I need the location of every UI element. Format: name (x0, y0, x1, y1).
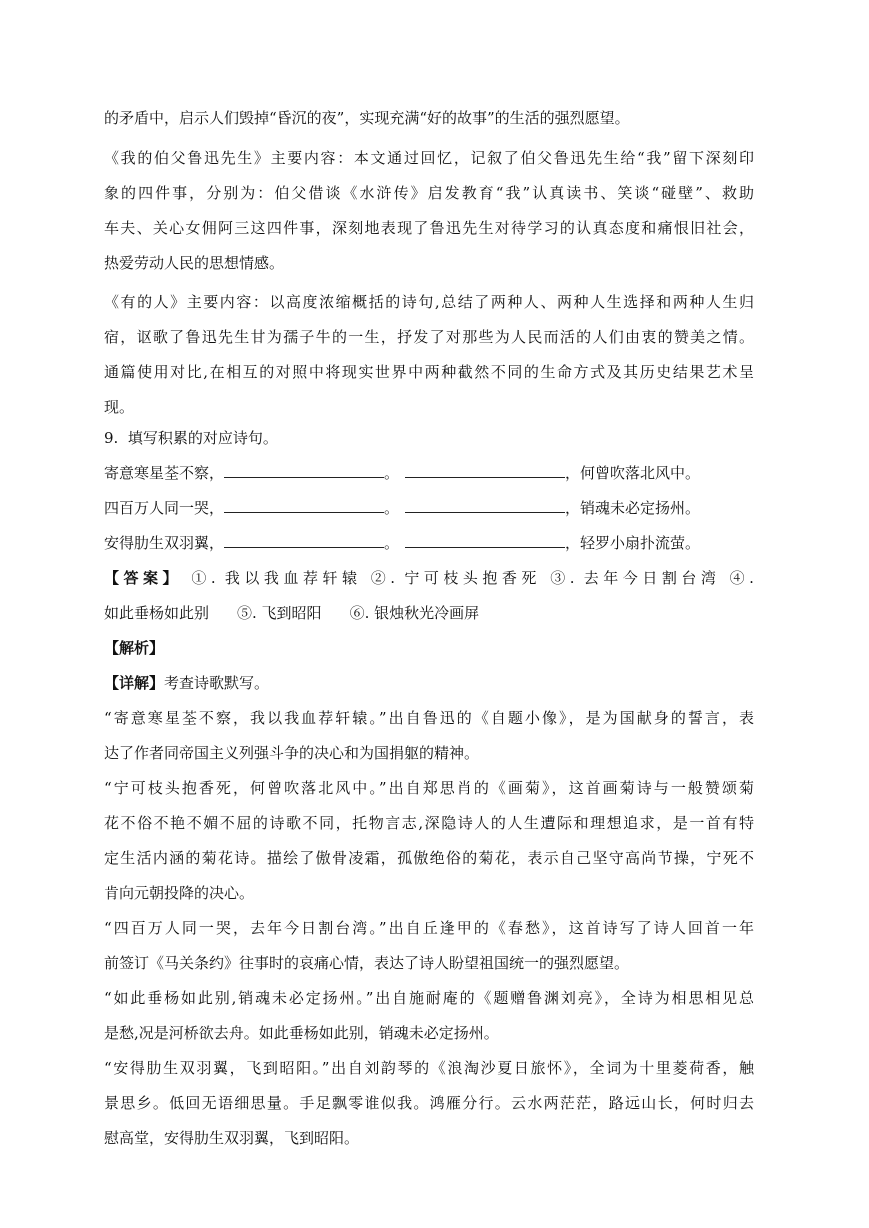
question-number: 9. (104, 429, 119, 447)
text-line: 定生活内涵的菊花诗。描绘了傲骨凌霜，孤傲绝俗的菊花，表示自己坚守高尚节操，宁死不 (104, 849, 754, 867)
text-line: 花不俗不艳不媚不屈的诗歌不同，托物言志,深隐诗人的人生遭际和理想追求，是一首有特 (104, 814, 754, 832)
text-line: 宿，讴歌了鲁迅先生甘为孺子牛的一生，抒发了对那些为人民而活的人们由衷的赞美之情。 (104, 328, 754, 346)
text-line: 《我的伯父鲁迅先生》主要内容：本文通过回忆，记叙了伯父鲁迅先生给“我”留下深刻印 (104, 149, 754, 167)
answer-line: 如此垂杨如此别 ⑤. 飞到昭阳 ⑥. 银烛秋光冷画屏 (104, 604, 480, 622)
answer-blank (405, 463, 565, 478)
answer-blank (224, 498, 384, 513)
answer-line: 【答案】 ①. 我以我血荐轩辕 ②. 宁可枝头抱香死 ③. 去年今日割台湾 ④. (104, 569, 754, 587)
fill-item: 四百万人同一哭， 。 ，销魂未必定扬州。 (104, 499, 701, 517)
text-line: 《有的人》主要内容：以高度浓缩概括的诗句,总结了两种人、两种人生选择和两种人生归 (104, 293, 754, 311)
text-line: 肯向元朝投降的决心。 (104, 884, 255, 902)
text-line: 是愁,况是河桥欲去舟。如此垂杨如此别，销魂未必定扬州。 (104, 1024, 499, 1042)
question-prompt: 填写积累的对应诗句。 (127, 429, 278, 447)
text-line: “四百万人同一哭，去年今日割台湾。”出自丘逢甲的《春愁》，这首诗写了诗人回首一年 (104, 919, 754, 937)
text-line: 象的四件事，分别为：伯父借谈《水浒传》启发教育“我”认真读书、笑谈“碰壁”、救助 (104, 184, 754, 202)
text-line: 热爱劳动人民的思想情感。 (104, 254, 285, 272)
detail-label: 【详解】 (104, 674, 165, 692)
text-line: “安得肋生双羽翼，飞到昭阳。”出自刘韵琴的《浪淘沙夏日旅怀》，全词为十里菱荷香，触 (104, 1059, 754, 1077)
text-line: 通篇使用对比,在相互的对照中将现实世界中两种截然不同的生命方式及其历史结果艺术呈 (104, 363, 754, 381)
text-line: “宁可枝头抱香死，何曾吹落北风中。”出自郑思肖的《画菊》，这首画菊诗与一般赞颂菊 (104, 779, 754, 797)
fill-item: 安得肋生双羽翼， 。 ，轻罗小扇扑流萤。 (104, 534, 701, 552)
answer-label: 【答案】 (104, 569, 183, 587)
detail-line: 【详解】考查诗歌默写。 (104, 674, 270, 692)
analysis-label: 【解析】 (104, 639, 165, 657)
text-line: 景思乡。低回无语细思量。手足飘零谁似我。鸿雁分行。云水两茫茫，路远山长，何时归去 (104, 1094, 754, 1112)
answer-blank (224, 533, 384, 548)
text-line: 现。 (104, 398, 135, 416)
answer-blank (224, 463, 384, 478)
answer-blank (405, 498, 565, 513)
answer-blank (405, 533, 565, 548)
question-title (104, 428, 754, 448)
text-line: 前签订《马关条约》往事时的哀痛心情，表达了诗人盼望祖国统一的强烈愿望。 (104, 954, 630, 972)
text-line: 的矛盾中，启示人们毁掉“昏沉的夜”，实现充满“好的故事”的生活的强烈愿望。 (104, 109, 630, 127)
text-line: 达了作者同帝国主义列强斗争的决心和为国捐躯的精神。 (104, 744, 480, 762)
text-line: 车夫、关心女佣阿三这四件事，深刻地表现了鲁迅先生对待学习的认真态度和痛恨旧社会， (104, 219, 754, 237)
fill-item: 寄意寒星荃不察， 。 ，何曾吹落北风中。 (104, 464, 701, 482)
text-line: 慰高堂，安得肋生双羽翼，飞到昭阳。 (104, 1129, 360, 1147)
text-line: “如此垂杨如此别,销魂未必定扬州。”出自施耐庵的《题赠鲁渊刘亮》，全诗为相思相见总 (104, 989, 754, 1007)
text-line: “寄意寒星荃不察，我以我血荐轩辕。”出自鲁迅的《自题小像》，是为国献身的誓言，表 (104, 709, 754, 727)
